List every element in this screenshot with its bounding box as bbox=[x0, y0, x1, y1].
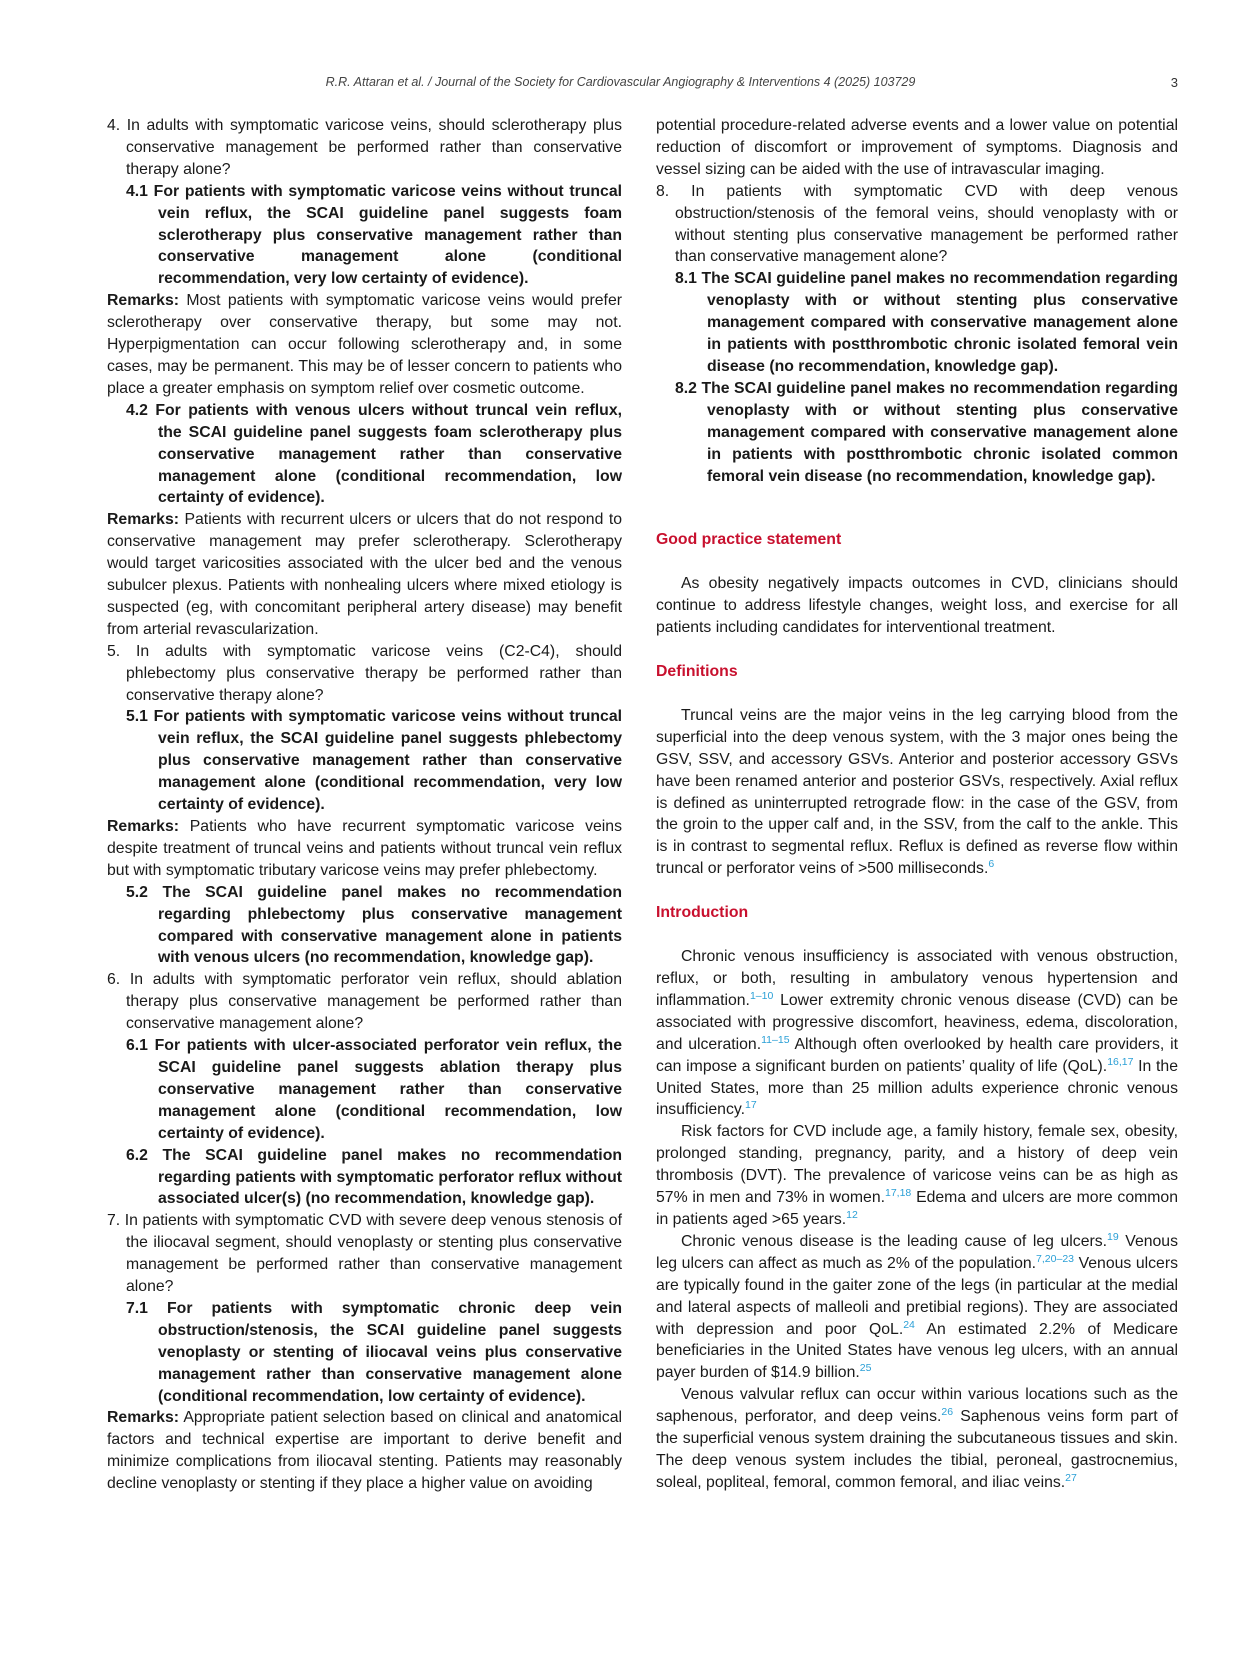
text-run: Although often overlooked by health care providers, it can impose a significant burden on patients’ quality of life (QoL). bbox=[656, 1035, 1178, 1075]
citation[interactable]: 6 bbox=[988, 858, 995, 871]
citation[interactable]: 27 bbox=[1065, 1471, 1077, 1484]
citation[interactable]: 12 bbox=[846, 1208, 858, 1221]
definitions-paragraph bbox=[656, 705, 1178, 880]
citation[interactable]: 17 bbox=[744, 1099, 757, 1112]
text-run: Chronic venous disease is the leading cause of leg ulcers. bbox=[681, 1232, 1108, 1250]
citation[interactable]: 16,17 bbox=[1107, 1055, 1134, 1068]
citation[interactable]: 26 bbox=[941, 1406, 954, 1419]
introduction-paragraph-4 bbox=[656, 1384, 1178, 1494]
introduction-paragraph-1 bbox=[656, 946, 1178, 1121]
question-5: 5. In adults with symptomatic varicose veins (C2-C4), should phlebectomy plus conservative therapy be performed rather than conservative therapy alone? bbox=[107, 642, 622, 704]
text-run: Chronic venous insufficiency is associated with venous obstruction, reflux, or both, resulting in ambulatory venous hypertension and inflammation. bbox=[656, 948, 1178, 1009]
question-6: 6. In adults with symptomatic perforator vein reflux, should ablation therapy plus conservative management be performed rather than conservative management alone? bbox=[107, 971, 622, 1033]
remarks-text: Patients with recurrent ulcers or ulcers that do not respond to conservative management may prefer sclerotherapy. Sclerotherapy would target varicosities associated with the ulcer bed and the venous subulcer plexus. Patients with nonhealing ulcers where mixed etiology is suspected (eg, with concomitant peripheral artery disease) may benefit from arterial revascularization. bbox=[107, 511, 622, 638]
text-run: Risk factors for CVD include age, a family history, female sex, obesity, prolonged standing, pregnancy, parity, and a history of deep vein thrombosis (DVT). The prevalence of varicose veins can be as high as 57% in men and 73% in women. bbox=[656, 1123, 1178, 1207]
remarks-text: Patients who have recurrent symptomatic varicose veins despite treatment of truncal veins and patients without truncal vein reflux but with symptomatic tributary varicose veins may prefer phlebectomy. bbox=[107, 818, 622, 879]
remarks-label: Remarks: bbox=[107, 818, 180, 835]
remarks-text: Appropriate patient selection based on clinical and anatomical factors and technical expertise are important to derive benefit and minimize complications from iliocaval stenting. Patients may reasonably decline venoplasty or stenting if they place a higher value on avoiding bbox=[107, 1409, 622, 1493]
citation[interactable]: 11–15 bbox=[761, 1033, 790, 1046]
recommendation-8-2: 8.2 The SCAI guideline panel makes no recommendation regarding venoplasty with or without stenting plus conservative management compared with conservative management alone in patients with postthrombotic chronic isolated common femoral vein disease (no recommendation, knowledge gap). bbox=[675, 379, 1178, 485]
definitions-text: Truncal veins are the major veins in the leg carrying blood from the superficial into the deep venous system, with the 3 major ones being the GSV, SSV, and accessory GSVs. Anterior and posterior accessory GSVs have been renamed anterior and posterior GSVs, respectively. Axial reflux is defined as uninterrupted retrograde flow: in the case of the GSV, from the groin to the upper calf and, in the SSV, from the calf to the ankle. This is in contrast to segmental reflux. Reflux is defined as reverse flow within truncal or perforator veins of >500 milliseconds. bbox=[656, 706, 1178, 878]
right-column bbox=[656, 115, 1178, 1494]
text-run: Venous leg ulcers can affect as much as 2% of the population. bbox=[656, 1232, 1178, 1272]
recommendation-5-1: 5.1 For patients with symptomatic varicose veins without truncal vein reflux, the SCAI guideline panel suggests phlebectomy plus conservative management rather than conservative management alone (conditional recommendation, very low certainty of evidence). bbox=[126, 708, 622, 814]
recommendation-4-2: 4.2 For patients with venous ulcers without truncal vein reflux, the SCAI guideline panel suggests foam sclerotherapy plus conservative management rather than conservative management alone (conditional recommendation, low certainty of evidence). bbox=[126, 401, 622, 507]
text-run: Venous ulcers are typically found in the gaiter zone of the legs (in particular at the medial and lateral aspects of malleoli and pretibial regions). They are associated with depression and poor QoL. bbox=[656, 1254, 1179, 1338]
section-heading-introduction: Introduction bbox=[656, 904, 749, 922]
recommendation-4-1: 4.1 For patients with symptomatic varicose veins without truncal vein reflux, the SCAI guideline panel suggests foam sclerotherapy plus conservative management rather than conservative management alone (conditional recommendation, very low certainty of evidence). bbox=[126, 182, 622, 288]
remarks-7-1-continued: potential procedure-related adverse events and a lower value on potential reduction of discomfort or improvement of symptoms. Diagnosis and vessel sizing can be aided with the use of intravascular imaging. bbox=[656, 117, 1178, 178]
text-run: Lower extremity chronic venous disease (CVD) can be associated with progressive discomfort, heaviness, edema, discoloration, and ulceration. bbox=[656, 991, 1178, 1053]
recommendation-8-1: 8.1 The SCAI guideline panel makes no recommendation regarding venoplasty with or without stenting plus conservative management compared with conservative management alone in patients with postthrombotic chronic isolated femoral vein disease (no recommendation, knowledge gap). bbox=[675, 270, 1178, 375]
citation[interactable]: 1–10 bbox=[749, 989, 774, 1002]
question-8: 8. In patients with symptomatic CVD with deep venous obstruction/stenosis of the femoral veins, should venoplasty with or without stenting plus conservative management be performed rather than conservative management alone? bbox=[656, 182, 1178, 266]
citation[interactable]: 24 bbox=[903, 1318, 915, 1331]
remarks-4-1 bbox=[107, 290, 622, 400]
remarks-5-1 bbox=[107, 816, 622, 882]
text-run: Saphenous veins form part of the superficial venous system draining the subcutaneous tissues and skin. The deep venous system includes the tibial, peroneal, gastrocnemius, soleal, popliteal, femoral, common femoral, and iliac veins. bbox=[656, 1408, 1178, 1491]
introduction-paragraph-2 bbox=[656, 1121, 1178, 1231]
recommendation-6-1: 6.1 For patients with ulcer-associated perforator vein reflux, the SCAI guideline panel suggests ablation therapy plus conservative management rather than conservative management alone (conditional recommendation, low certainty of evidence). bbox=[126, 1037, 622, 1142]
question-7: 7. In patients with symptomatic CVD with severe deep venous stenosis of the iliocaval segment, should venoplasty or stenting plus conservative management be performed rather than conservative management alone? bbox=[107, 1212, 622, 1296]
citation[interactable]: 25 bbox=[859, 1362, 872, 1375]
recommendation-5-2: 5.2 The SCAI guideline panel makes no recommendation regarding phlebectomy plus conservative management compared with conservative management alone in patients with venous ulcers (no recommendation, knowledge gap). bbox=[126, 883, 622, 967]
good-practice-paragraph: As obesity negatively impacts outcomes in CVD, clinicians should continue to address lifestyle changes, weight loss, and exercise for all patients including candidates for interventional treatment. bbox=[656, 575, 1178, 637]
remarks-4-2 bbox=[107, 509, 622, 640]
text-run: In the United States, more than 25 million adults experience chronic venous insufficiency. bbox=[656, 1057, 1178, 1119]
citation[interactable]: 17,18 bbox=[885, 1187, 912, 1200]
remarks-7-1 bbox=[107, 1407, 622, 1495]
text-run: Venous valvular reflux can occur within various locations such as the saphenous, perforator, and deep veins. bbox=[656, 1386, 1178, 1426]
citation[interactable]: 19 bbox=[1107, 1230, 1119, 1243]
recommendation-6-2: 6.2 The SCAI guideline panel makes no recommendation regarding patients with symptomatic perforator reflux without associated ulcer(s) (no recommendation, knowledge gap). bbox=[126, 1146, 622, 1208]
remarks-label: Remarks: bbox=[107, 1409, 180, 1427]
citation[interactable]: 7,20–23 bbox=[1036, 1252, 1075, 1265]
text-run: Edema and ulcers are more common in patients aged >65 years. bbox=[656, 1189, 1178, 1228]
page-number: 3 bbox=[1170, 75, 1178, 90]
running-head: R.R. Attaran et al. / Journal of the Society for Cardiovascular Angiography & Interventions 4 (2025) 103729 bbox=[325, 75, 916, 89]
section-heading-good-practice: Good practice statement bbox=[656, 531, 842, 549]
recommendation-7-1: 7.1 For patients with symptomatic chronic deep vein obstruction/stenosis, the SCAI guideline panel suggests venoplasty or stenting of iliocaval veins plus conservative management rather than conservative management alone (conditional recommendation, low certainty of evidence). bbox=[126, 1299, 622, 1405]
remarks-text: Most patients with symptomatic varicose veins would prefer sclerotherapy over conservative therapy, but some may not. Hyperpigmentation can occur following sclerotherapy and, in some cases, may be permanent. This may be of lesser concern to patients who place a greater emphasis on symptom relief over cosmetic outcome. bbox=[107, 292, 622, 397]
section-heading-definitions: Definitions bbox=[656, 663, 738, 681]
remarks-label: Remarks: bbox=[107, 292, 180, 310]
remarks-label: Remarks: bbox=[107, 511, 180, 529]
text-run: An estimated 2.2% of Medicare beneficiaries in the United States have venous leg ulcers, with an annual payer burden of $14.9 billion. bbox=[656, 1320, 1179, 1382]
question-4: 4. In adults with symptomatic varicose veins, should sclerotherapy plus conservative management be performed rather than conservative therapy alone? bbox=[107, 117, 622, 178]
introduction-paragraph-3 bbox=[656, 1231, 1178, 1384]
left-column bbox=[107, 115, 622, 1495]
